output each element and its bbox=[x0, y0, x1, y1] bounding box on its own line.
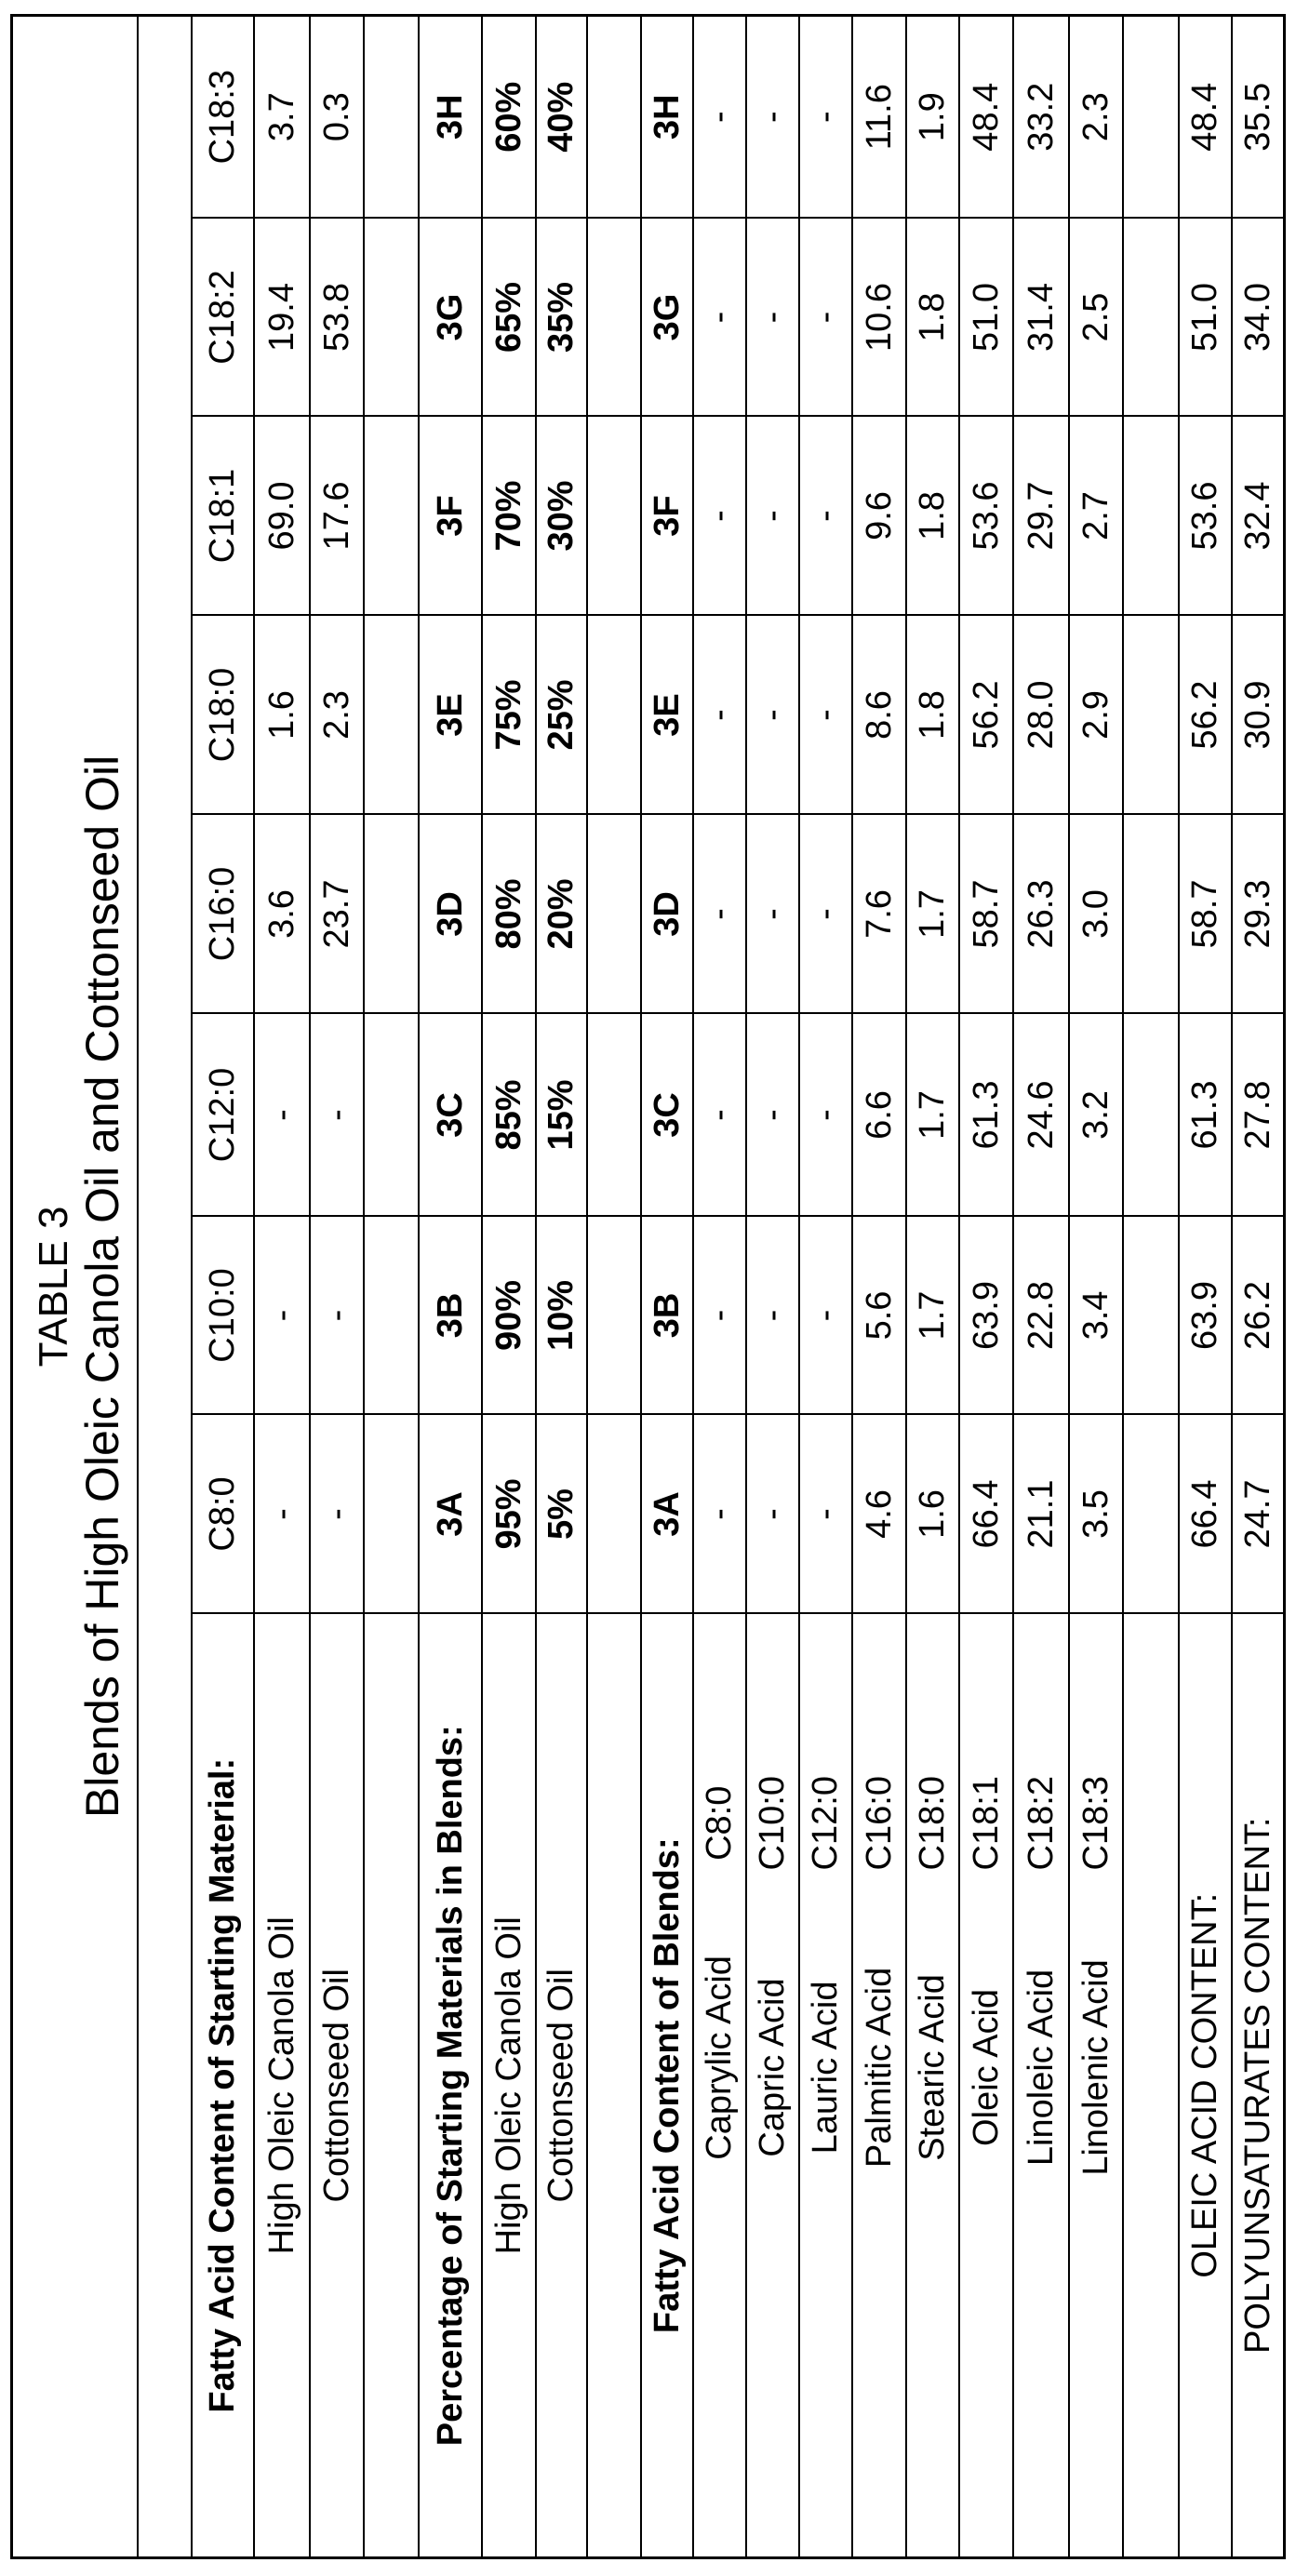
table-row bbox=[1069, 15, 1123, 2557]
blend-id: 3E bbox=[419, 616, 482, 815]
cell bbox=[1123, 1415, 1179, 1614]
cell: 31.4 bbox=[1013, 219, 1069, 417]
row-label: Cottonseed Oil bbox=[310, 1614, 364, 2558]
cell bbox=[1123, 15, 1179, 218]
table-subtitle: Blends of High Oleic Canola Oil and Cottonseed Oil bbox=[76, 754, 129, 1819]
cell: 1.8 bbox=[906, 219, 959, 417]
cell: 63.9 bbox=[1179, 1217, 1232, 1415]
section-heading: Fatty Acid Content of Blends: bbox=[641, 1614, 693, 2558]
column-header: C10:0 bbox=[192, 1217, 254, 1415]
section-heading: Fatty Acid Content of Starting Material: bbox=[192, 1614, 254, 2558]
acid-name: Caprylic Acid bbox=[700, 1955, 739, 2160]
cell: 6.6 bbox=[852, 1014, 906, 1217]
cell bbox=[587, 417, 641, 616]
cell: - bbox=[746, 1014, 799, 1217]
cell bbox=[587, 1415, 641, 1614]
cell: - bbox=[693, 1415, 746, 1614]
cell: - bbox=[693, 219, 746, 417]
blend-id: 3B bbox=[641, 1217, 693, 1415]
column-header: C18:1 bbox=[192, 417, 254, 616]
percentages-header-row bbox=[419, 15, 482, 2557]
cell: 15% bbox=[536, 1014, 587, 1217]
row-label: High Oleic Canola Oil bbox=[482, 1614, 536, 2558]
cell: 1.8 bbox=[906, 417, 959, 616]
cell: - bbox=[310, 1014, 364, 1217]
row-label bbox=[799, 1614, 852, 2558]
summary-label: OLEIC ACID CONTENT: bbox=[1179, 1614, 1232, 2558]
cell bbox=[587, 219, 641, 417]
cell: 5.6 bbox=[852, 1217, 906, 1415]
cell bbox=[1123, 1014, 1179, 1217]
cell: 10% bbox=[536, 1217, 587, 1415]
row-label bbox=[1069, 1614, 1123, 2558]
cell: - bbox=[799, 1217, 852, 1415]
acid-name: Lauric Acid bbox=[806, 1981, 845, 2155]
cell: 1.7 bbox=[906, 1217, 959, 1415]
cell: 5% bbox=[536, 1415, 587, 1614]
cell: - bbox=[746, 417, 799, 616]
summary-row-polyunsaturates bbox=[1232, 15, 1285, 2557]
spacer-row bbox=[138, 15, 192, 2557]
cell: 19.4 bbox=[254, 219, 310, 417]
cell: 23.7 bbox=[310, 815, 364, 1014]
blend-id: 3C bbox=[641, 1014, 693, 1217]
row-label bbox=[746, 1614, 799, 2558]
column-header: C18:3 bbox=[192, 15, 254, 218]
cell bbox=[364, 15, 419, 218]
blend-content-header-row bbox=[641, 15, 693, 2557]
cell: 1.8 bbox=[906, 616, 959, 815]
cell: 1.7 bbox=[906, 815, 959, 1014]
cell: - bbox=[799, 1415, 852, 1614]
cell: 7.6 bbox=[852, 815, 906, 1014]
cell: - bbox=[310, 1415, 364, 1614]
cell: 2.9 bbox=[1069, 616, 1123, 815]
acid-name: Oleic Acid bbox=[966, 1988, 1006, 2146]
acid-code: C10:0 bbox=[753, 1776, 792, 1871]
cell: 56.2 bbox=[959, 616, 1013, 815]
cell: 70% bbox=[482, 417, 536, 616]
cell: 8.6 bbox=[852, 616, 906, 815]
blend-id: 3C bbox=[419, 1014, 482, 1217]
cell: 33.2 bbox=[1013, 15, 1069, 218]
cell: 34.0 bbox=[1232, 219, 1285, 417]
cell bbox=[587, 1217, 641, 1415]
blank-row bbox=[364, 15, 419, 2557]
cell: 0.3 bbox=[310, 15, 364, 218]
cell bbox=[1123, 219, 1179, 417]
blend-id: 3H bbox=[641, 15, 693, 218]
table-row bbox=[254, 15, 310, 2557]
spacer-cell bbox=[138, 15, 192, 2557]
cell: 95% bbox=[482, 1415, 536, 1614]
cell: 65% bbox=[482, 219, 536, 417]
cell bbox=[1123, 1217, 1179, 1415]
cell: - bbox=[746, 219, 799, 417]
acid-code: C12:0 bbox=[806, 1776, 845, 1871]
column-header: C18:0 bbox=[192, 616, 254, 815]
cell: - bbox=[693, 616, 746, 815]
cell bbox=[1123, 1614, 1179, 2558]
cell: 2.7 bbox=[1069, 417, 1123, 616]
acid-code: C8:0 bbox=[700, 1785, 739, 1861]
cell: 27.8 bbox=[1232, 1014, 1285, 1217]
cell: 30% bbox=[536, 417, 587, 616]
blend-id: 3E bbox=[641, 616, 693, 815]
section-heading: Percentage of Starting Materials in Blends: bbox=[419, 1614, 482, 2558]
cell: - bbox=[746, 616, 799, 815]
blend-id: 3G bbox=[419, 219, 482, 417]
cell: 35.5 bbox=[1232, 15, 1285, 218]
cell: 63.9 bbox=[959, 1217, 1013, 1415]
cell: 21.1 bbox=[1013, 1415, 1069, 1614]
cell: 29.3 bbox=[1232, 815, 1285, 1014]
cell bbox=[1123, 417, 1179, 616]
cell: 29.7 bbox=[1013, 417, 1069, 616]
cell: 69.0 bbox=[254, 417, 310, 616]
table-row bbox=[1013, 15, 1069, 2557]
cell: - bbox=[746, 1415, 799, 1614]
table-number: TABLE 3 bbox=[31, 1206, 77, 1368]
cell: 10.6 bbox=[852, 219, 906, 417]
acid-name: Linolenic Acid bbox=[1076, 1959, 1116, 2176]
table-row bbox=[852, 15, 906, 2557]
cell: - bbox=[254, 1014, 310, 1217]
cell: 2.3 bbox=[1069, 15, 1123, 218]
blend-id: 3F bbox=[419, 417, 482, 616]
cell: 58.7 bbox=[959, 815, 1013, 1014]
row-label bbox=[852, 1614, 906, 2558]
cell: 51.0 bbox=[959, 219, 1013, 417]
table-row bbox=[746, 15, 799, 2557]
cell bbox=[364, 1014, 419, 1217]
cell: - bbox=[693, 417, 746, 616]
cell: 90% bbox=[482, 1217, 536, 1415]
cell: - bbox=[254, 1217, 310, 1415]
cell bbox=[364, 616, 419, 815]
row-label bbox=[959, 1614, 1013, 2558]
cell: - bbox=[799, 417, 852, 616]
cell: 3.7 bbox=[254, 15, 310, 218]
cell: - bbox=[799, 219, 852, 417]
cell: 53.6 bbox=[1179, 417, 1232, 616]
cell: 25% bbox=[536, 616, 587, 815]
cell: 85% bbox=[482, 1014, 536, 1217]
cell: 1.7 bbox=[906, 1014, 959, 1217]
cell: 60% bbox=[482, 15, 536, 218]
cell: 56.2 bbox=[1179, 616, 1232, 815]
cell: 40% bbox=[536, 15, 587, 218]
cell bbox=[364, 1415, 419, 1614]
cell: - bbox=[746, 15, 799, 218]
column-header: C18:2 bbox=[192, 219, 254, 417]
cell: 28.0 bbox=[1013, 616, 1069, 815]
cell bbox=[587, 1014, 641, 1217]
acid-code: C16:0 bbox=[859, 1776, 899, 1871]
cell: 53.8 bbox=[310, 219, 364, 417]
blend-id: 3F bbox=[641, 417, 693, 616]
acid-code: C18:0 bbox=[913, 1776, 952, 1871]
cell bbox=[364, 417, 419, 616]
cell: - bbox=[746, 815, 799, 1014]
cell: 61.3 bbox=[1179, 1014, 1232, 1217]
blend-id: 3H bbox=[419, 15, 482, 218]
acid-code: C18:2 bbox=[1021, 1776, 1061, 1871]
table-row bbox=[799, 15, 852, 2557]
cell: - bbox=[310, 1217, 364, 1415]
row-label bbox=[1013, 1614, 1069, 2558]
title-row bbox=[12, 15, 138, 2557]
table-row bbox=[482, 15, 536, 2557]
cell: - bbox=[799, 815, 852, 1014]
cell: 58.7 bbox=[1179, 815, 1232, 1014]
cell: 24.7 bbox=[1232, 1415, 1285, 1614]
row-label: Cottonseed Oil bbox=[536, 1614, 587, 2558]
blend-id: 3A bbox=[641, 1415, 693, 1614]
blend-id: 3D bbox=[641, 815, 693, 1014]
cell: 3.4 bbox=[1069, 1217, 1123, 1415]
cell: 48.4 bbox=[959, 15, 1013, 218]
blend-id: 3D bbox=[419, 815, 482, 1014]
cell: - bbox=[799, 15, 852, 218]
cell bbox=[364, 219, 419, 417]
blends-table bbox=[10, 14, 1286, 2559]
cell bbox=[587, 616, 641, 815]
blend-id: 3B bbox=[419, 1217, 482, 1415]
column-header: C16:0 bbox=[192, 815, 254, 1014]
cell bbox=[1123, 616, 1179, 815]
cell bbox=[364, 1614, 419, 2558]
cell: 66.4 bbox=[1179, 1415, 1232, 1614]
cell: 1.6 bbox=[906, 1415, 959, 1614]
cell: 35% bbox=[536, 219, 587, 417]
blank-row bbox=[587, 15, 641, 2557]
blend-id: 3A bbox=[419, 1415, 482, 1614]
cell bbox=[587, 815, 641, 1014]
cell bbox=[364, 815, 419, 1014]
table-row bbox=[959, 15, 1013, 2557]
cell bbox=[587, 15, 641, 218]
cell: 3.6 bbox=[254, 815, 310, 1014]
summary-row-oleic bbox=[1179, 15, 1232, 2557]
cell: 9.6 bbox=[852, 417, 906, 616]
cell: - bbox=[693, 1014, 746, 1217]
column-header: C8:0 bbox=[192, 1415, 254, 1614]
acid-name: Linoleic Acid bbox=[1021, 1969, 1061, 2167]
cell: 75% bbox=[482, 616, 536, 815]
cell: - bbox=[799, 1014, 852, 1217]
table-row bbox=[693, 15, 746, 2557]
acid-code: C18:1 bbox=[966, 1776, 1006, 1871]
cell: 2.3 bbox=[310, 616, 364, 815]
acid-name: Capric Acid bbox=[753, 1978, 792, 2157]
cell: 26.2 bbox=[1232, 1217, 1285, 1415]
cell: - bbox=[746, 1217, 799, 1415]
row-label bbox=[906, 1614, 959, 2558]
cell: 51.0 bbox=[1179, 219, 1232, 417]
starting-material-header-row bbox=[192, 15, 254, 2557]
column-header: C12:0 bbox=[192, 1014, 254, 1217]
row-label bbox=[693, 1614, 746, 2558]
cell: 1.9 bbox=[906, 15, 959, 218]
cell: 26.3 bbox=[1013, 815, 1069, 1014]
table-row bbox=[536, 15, 587, 2557]
cell: 3.0 bbox=[1069, 815, 1123, 1014]
cell: 17.6 bbox=[310, 417, 364, 616]
cell: - bbox=[693, 15, 746, 218]
cell: - bbox=[799, 616, 852, 815]
cell: 48.4 bbox=[1179, 15, 1232, 218]
table-row bbox=[310, 15, 364, 2557]
summary-label: POLYUNSATURATES CONTENT: bbox=[1232, 1614, 1285, 2558]
cell bbox=[1123, 815, 1179, 1014]
cell: 1.6 bbox=[254, 616, 310, 815]
cell: 53.6 bbox=[959, 417, 1013, 616]
cell: 30.9 bbox=[1232, 616, 1285, 815]
cell: 22.8 bbox=[1013, 1217, 1069, 1415]
cell: 20% bbox=[536, 815, 587, 1014]
acid-code: C18:3 bbox=[1076, 1776, 1116, 1871]
cell: 24.6 bbox=[1013, 1014, 1069, 1217]
acid-name: Stearic Acid bbox=[913, 1974, 952, 2161]
cell: - bbox=[693, 815, 746, 1014]
cell bbox=[364, 1217, 419, 1415]
cell bbox=[587, 1614, 641, 2558]
row-label: High Oleic Canola Oil bbox=[254, 1614, 310, 2558]
cell: 4.6 bbox=[852, 1415, 906, 1614]
cell: 32.4 bbox=[1232, 417, 1285, 616]
cell: 3.2 bbox=[1069, 1014, 1123, 1217]
blank-row bbox=[1123, 15, 1179, 2557]
cell: - bbox=[693, 1217, 746, 1415]
cell: 3.5 bbox=[1069, 1415, 1123, 1614]
table-row bbox=[906, 15, 959, 2557]
cell: 11.6 bbox=[852, 15, 906, 218]
cell: - bbox=[254, 1415, 310, 1614]
acid-name: Palmitic Acid bbox=[859, 1967, 899, 2169]
cell: 80% bbox=[482, 815, 536, 1014]
cell: 66.4 bbox=[959, 1415, 1013, 1614]
cell: 61.3 bbox=[959, 1014, 1013, 1217]
cell: 2.5 bbox=[1069, 219, 1123, 417]
title-cell bbox=[12, 15, 138, 2557]
blend-id: 3G bbox=[641, 219, 693, 417]
